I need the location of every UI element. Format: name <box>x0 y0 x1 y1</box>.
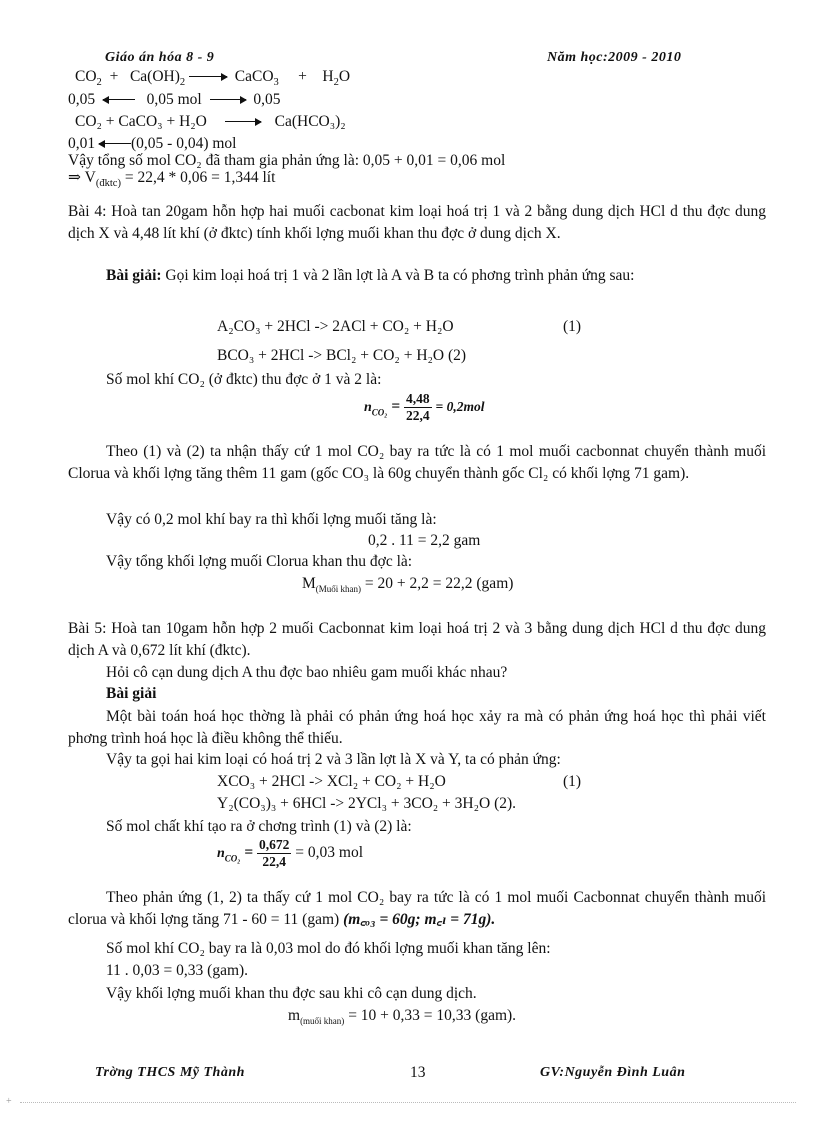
volume-line: ⇒ $V_{(đktc)} = 22,4 * 0,06 = 1,344$ lít <box>68 169 276 190</box>
bai4-theo-paragraph: Theo (1) và (2) ta nhận thấy cứ 1 mol CO₂ bay ra tức là có 1 mol muối cacbonnat chuyển thành muối Clorua và khối lợng tăng thêm 11 gam (gốc CO₃ là 60g chuyển thành gốc Cl₂ có khối lợng 71 gam). <box>68 443 766 482</box>
implies-icon: ⇒ <box>68 169 81 186</box>
bai5-metals-line: Vậy ta gọi hai kim loại có hoá trị 2 và 3 lần lợt là X và Y, ta có phản ứng: <box>106 751 561 768</box>
bai5-problem: Bài 5: Hoà tan 10gam hỗn hợp 2 muối Cacbonnat kim loại hoá trị 2 và 3 bằng dung dịch HCl d thu đợc dung dịch A và 0,672 lít khí (đktc). <box>68 620 766 659</box>
footer-teacher: GV:Nguyễn Đình Luân <box>540 1065 686 1080</box>
header-right: Năm học:2009 - 2010 <box>547 50 682 65</box>
mol-line-2: 0,01 (0,05 - 0,04) mol <box>68 135 237 152</box>
bai5-final-mass: $m_{(muối khan)} = 10 + 0,33 = 10,33$ (gam). <box>288 1007 517 1027</box>
bai4-total-line: Vậy tổng khối lợng muối Clorua khan thu đợc là: <box>106 553 413 570</box>
arrow-left-icon <box>103 96 135 104</box>
bai4-increase-calc: 0,2 . 11 = 2,2 gam <box>368 532 481 549</box>
arrow-left-icon <box>99 140 131 148</box>
reaction-co2-caoh2: $CO_2$ + $Ca(OH)_2$ CaCO$_3$ + $H_2O$ <box>75 68 351 89</box>
bai5-reaction-2: Y₂(CO₃)₃ + 6HCl -> 2YCl₃ + 3CO₂ + 3H₂O (2). <box>217 795 517 812</box>
bai4-reaction-1-number: (1) <box>563 318 582 335</box>
page-number: 13 <box>410 1064 426 1081</box>
footer-school: Trờng THCS Mỹ Thành <box>95 1065 245 1080</box>
total-mol-line: Vậy tổng số mol CO₂ đã tham gia phản ứng là: 0,05 + 0,01 = 0,06 mol <box>68 152 506 169</box>
bai5-increase-calc: 11 . 0,03 = 0,33 (gam). <box>106 962 249 979</box>
corner-mark: + <box>6 1096 12 1107</box>
bai5-mol-line: Số mol chất khí tạo ra ở chơng trình (1) và (2) là: <box>106 818 412 835</box>
arrow-right-icon <box>225 118 261 126</box>
bai5-mol-formula: $n_{CO_2}$ = $\frac{0,672}{22,4}$ = 0,03 mol <box>217 837 364 870</box>
bai5-increase-line: Số mol khí CO₂ bay ra là 0,03 mol do đó khối lợng muối khan tăng lên: <box>106 940 551 957</box>
header-left: Giáo án hóa 8 - 9 <box>105 50 215 65</box>
arrow-right-icon <box>189 73 227 81</box>
bai4-reaction-1: A₂CO₃ + 2HCl -> 2ACl + CO₂ + H₂O <box>217 318 454 335</box>
bai4-mol-line: Số mol khí CO₂ (ở đktc) thu đợc ở 1 và 2 là: <box>106 371 382 388</box>
arrow-right-icon <box>210 96 246 104</box>
bai5-reaction-1-number: (1) <box>563 773 582 790</box>
bai4-final-mass: $M_{(Muối khan)} = 20 + 2,2 = 22,2$ (gam) <box>302 575 514 595</box>
bai4-mol-formula: $n_{CO_2}$ = $\frac{4,48}{22,4}$ = 0,2mol <box>364 391 485 424</box>
footer-dotted-divider <box>20 1102 796 1103</box>
reaction-co2-caco3: CO₂ + CaCO₃ + H₂O Ca(HCO₃)₂ <box>75 113 346 130</box>
bai5-question: Hỏi cô cạn dung dịch A thu đợc bao nhiêu gam muối khác nhau? <box>106 664 508 681</box>
bai5-solution-label: Bài giải <box>106 685 157 702</box>
mol-line-1: 0,05 0,05 mol 0,05 <box>68 91 281 108</box>
bai4-solution-intro: Bài giải: Gọi kim loại hoá trị 1 và 2 lần lợt là A và B ta có phơng trình phản ứng sau: <box>106 267 635 284</box>
bai4-reaction-2: BCO₃ + 2HCl -> BCl₂ + CO₂ + H₂O (2) <box>217 347 467 364</box>
bai5-intro: Một bài toán hoá học thờng là phải có phản ứng hoá học xảy ra mà có phản ứng hoá học thì phải viết phơng trình hoá học là điều không thể thiếu. <box>68 708 766 747</box>
bai5-reaction-1: XCO₃ + 2HCl -> XCl₂ + CO₂ + H₂O <box>217 773 446 790</box>
bai4-increase-line: Vậy có 0,2 mol khí bay ra thì khối lợng muối tăng là: <box>106 511 437 528</box>
bai4-problem: Bài 4: Hoà tan 20gam hỗn hợp hai muối cacbonat kim loại hoá trị 1 và 2 bằng dung dịch HCl d thu đợc dung dịch X và 4,48 lít khí (ở đktc) tính khối lợng muối khan thu đợc ở dung dịch X. <box>68 203 766 242</box>
bai5-final-line: Vậy khối lợng muối khan thu đợc sau khi cô cạn dung dịch. <box>106 985 477 1002</box>
bai5-theo-paragraph: Theo phản ứng (1, 2) ta thấy cứ 1 mol CO₂ bay ra tức là có 1 mol muối Cacbonnat chuyển thành muối clorua và khối lợng tăng 71 - 60 = 11 (gam) (m꜀ₒ₃ = 60g; m꜀ₗ = 71g). <box>68 889 766 928</box>
